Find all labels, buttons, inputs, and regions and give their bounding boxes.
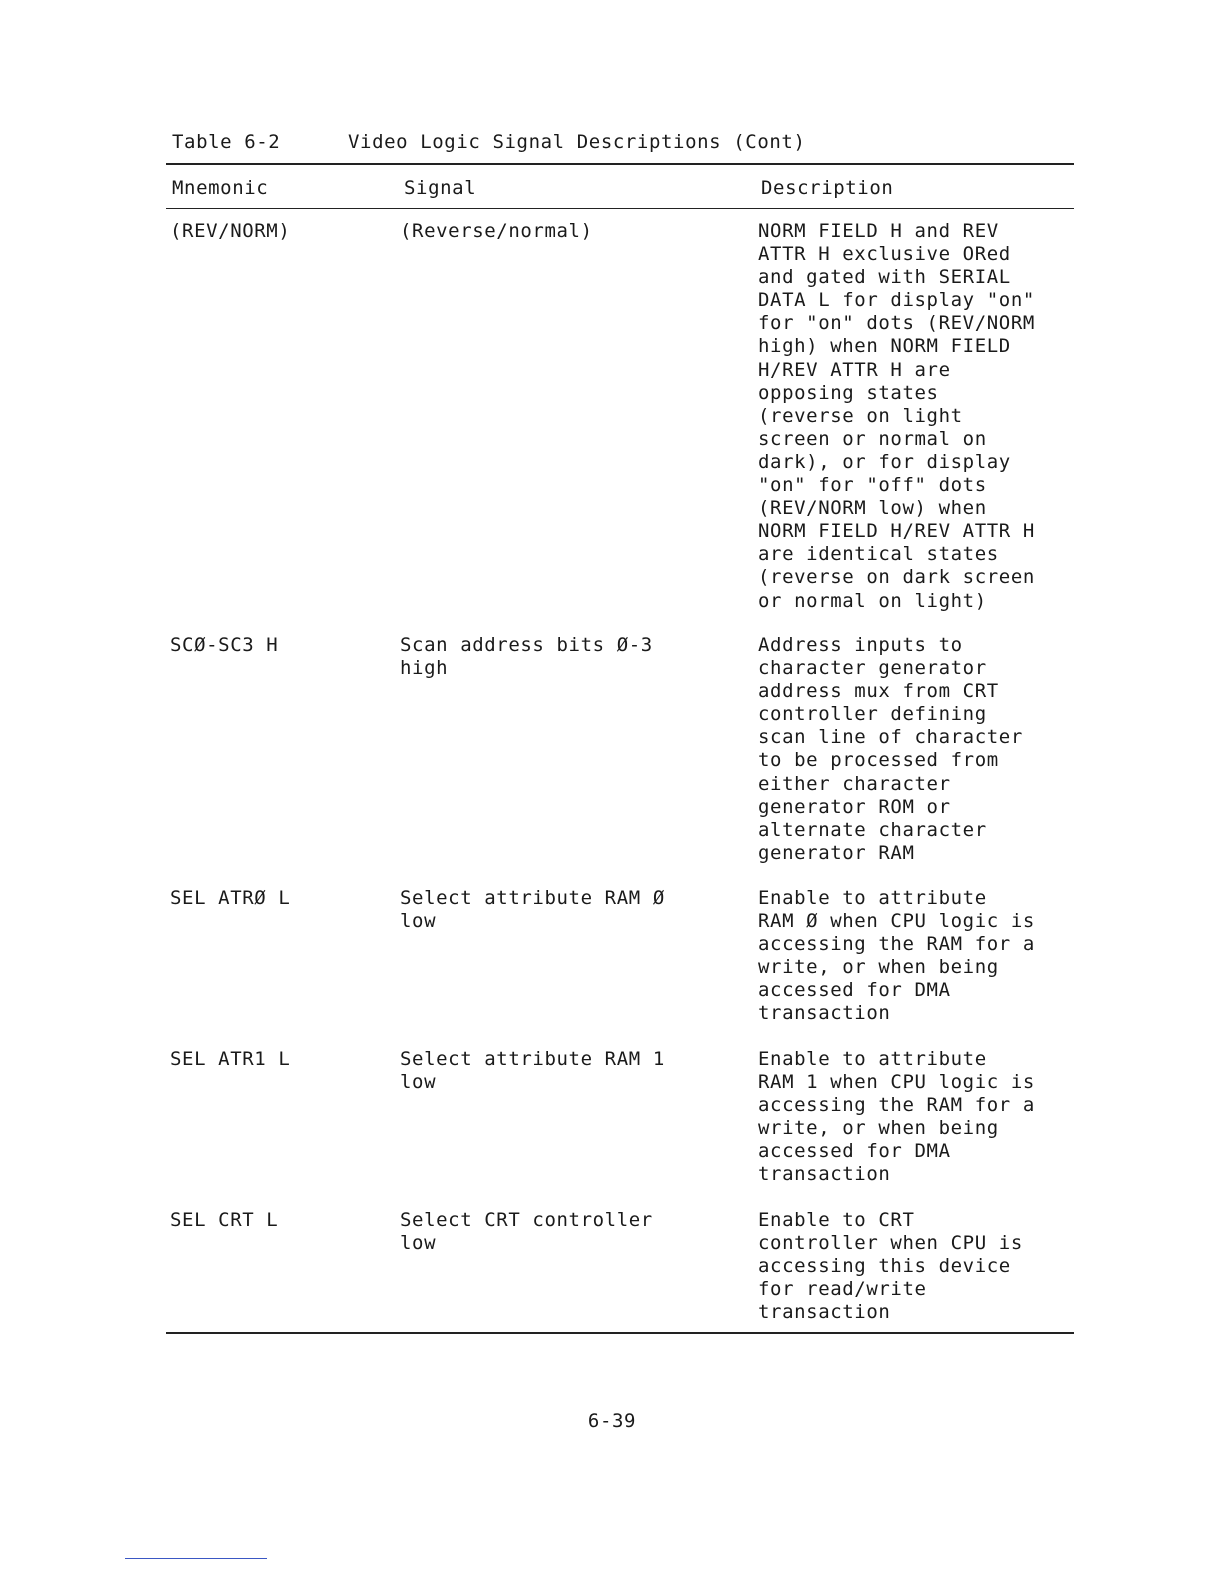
table-top-rule [166, 163, 1074, 165]
header-rule [166, 208, 1074, 209]
signal-cell: Scan address bits Ø-3 high [400, 634, 653, 680]
signal-cell: Select attribute RAM Ø low [400, 887, 665, 933]
page-number: 6-39 [587, 1410, 637, 1432]
description-cell: Enable to CRT controller when CPU is accessing this device for read/write transaction [758, 1209, 1023, 1324]
bottom-underline-mark [125, 1558, 267, 1559]
column-header-signal: Signal [404, 177, 477, 199]
mnemonic-cell: SEL ATRØ L [170, 887, 291, 909]
mnemonic-cell: (REV/NORM) [170, 220, 291, 242]
table-caption [172, 131, 805, 153]
mnemonic-cell: SEL CRT L [170, 1209, 279, 1231]
mnemonic-cell: SEL ATR1 L [170, 1048, 291, 1070]
table-title: Video Logic Signal Descriptions (Cont) [348, 131, 806, 153]
mnemonic-cell: SCØ-SC3 H [170, 634, 279, 656]
signal-cell: Select attribute RAM 1 low [400, 1048, 665, 1094]
table-number: Table 6-2 [172, 131, 281, 153]
signal-cell: (Reverse/normal) [400, 220, 593, 242]
signal-cell: Select CRT controller low [400, 1209, 653, 1255]
description-cell: Enable to attribute RAM 1 when CPU logic is accessing the RAM for a write, or when being accessed for DMA transaction [758, 1048, 1035, 1186]
column-header-mnemonic: Mnemonic [172, 177, 269, 199]
description-cell: NORM FIELD H and REV ATTR H exclusive ORed and gated with SERIAL DATA L for display "on" for "on" dots (REV/NORM high) when NORM FIELD H/REV ATTR H are opposing states (reverse on light screen or normal on dark), or for display "on" for "off" dots (REV/NORM low) when NORM FIELD H/REV ATTR H are identical states (reverse on dark screen or normal on light) [758, 220, 1035, 612]
description-cell: Address inputs to character generator address mux from CRT controller defining scan line of character to be processed from either character generator ROM or alternate character generator RAM [758, 634, 1023, 864]
description-cell: Enable to attribute RAM Ø when CPU logic is accessing the RAM for a write, or when being accessed for DMA transaction [758, 887, 1035, 1025]
column-header-description: Description [761, 177, 894, 199]
table-bottom-rule [166, 1332, 1074, 1334]
